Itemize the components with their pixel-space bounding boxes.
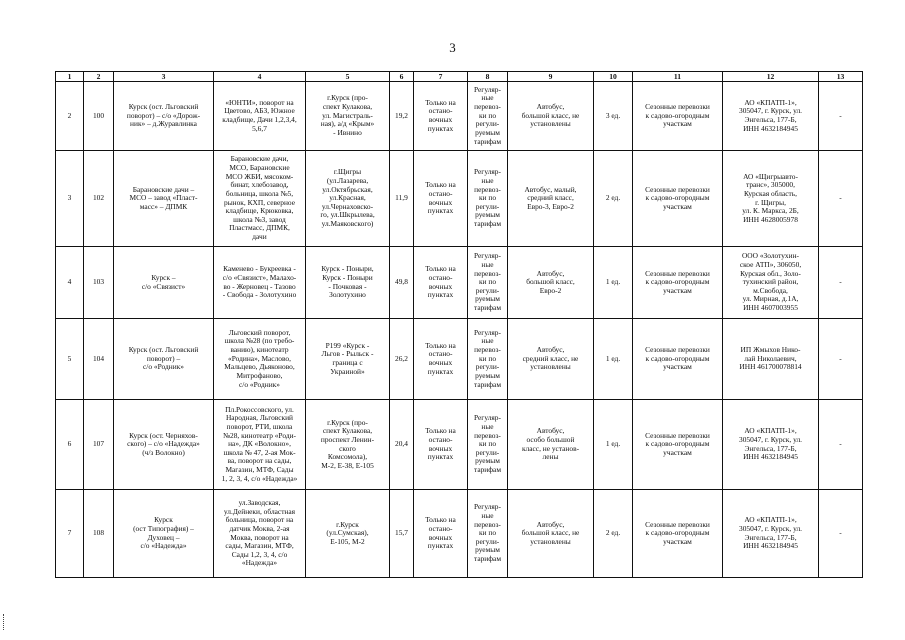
route-number: 104 (84, 319, 114, 400)
header-cell: 9 (508, 72, 594, 82)
row-number: 2 (56, 82, 84, 151)
header-cell: 5 (306, 72, 390, 82)
route-name: Курск (ост. Льговский поворот) – с/о «Родник» (114, 319, 214, 400)
note: - (819, 319, 863, 400)
route-name: Курск – с/о «Связист» (114, 247, 214, 319)
row-number: 6 (56, 400, 84, 490)
route-name: Курск (ост Типография) – Духовец – с/о «Надежда» (114, 490, 214, 578)
vehicle-type: Автобус, средний класс, не установлены (508, 319, 594, 400)
header-cell: 8 (468, 72, 508, 82)
page-number: 3 (449, 40, 456, 55)
row-number: 3 (56, 151, 84, 247)
vehicle-count: 1 ед. (594, 319, 633, 400)
route-number: 103 (84, 247, 114, 319)
header-row (56, 72, 863, 82)
vehicle-type: Автобус, большой класс, не установлены (508, 490, 594, 578)
schedule-type: Сезонные перевозки к садово-огородным участкам (633, 151, 723, 247)
boarding-order: Только на остано- вочных пунктах (414, 400, 468, 490)
routes-table (55, 71, 863, 578)
vehicle-type: Автобус, большой класс, Евро-2 (508, 247, 594, 319)
vehicle-type: Автобус, особо большой класс, не установ- лены (508, 400, 594, 490)
route-name: Барановские дачи – МСО – завод «Пласт- масс» – ДПМК (114, 151, 214, 247)
route-stops: Льговский поворот, школа №28 (по требо- ванию), кинотеатр «Родина», Маслово, Мальцево, Дьяконово, Митрофаново, с/о «Родник» (214, 319, 306, 400)
note: - (819, 490, 863, 578)
route-streets: г.Курск (ул.Сумская), Е-105, М-2 (306, 490, 390, 578)
carrier-info: ИП Жмыхов Нико- лай Николаевич, ИНН 461700078814 (723, 319, 819, 400)
route-stops: Пл.Рокоссовского, ул. Народная, Льговский поворот, РТИ, школа №28, кинотеатр «Роди- на», ДК «Волокно», школа № 47, 2-ая Мок- ва, поворот на сады, Магазин, МТФ, Сады 1, 2, 3, 4, с/о «Надежда» (214, 400, 306, 490)
route-length: 15,7 (390, 490, 414, 578)
tariff-type: Регуляр- ные перевоз- ки по регули- руемым тарифам (468, 82, 508, 151)
note: - (819, 400, 863, 490)
note: - (819, 151, 863, 247)
boarding-order: Только на остано- вочных пунктах (414, 319, 468, 400)
header-cell: 1 (56, 72, 84, 82)
header-cell: 6 (390, 72, 414, 82)
route-length: 19,2 (390, 82, 414, 151)
carrier-info: АО «КПАТП-1», 305047, г. Курск, ул. Энгельса, 177-Б, ИНН 4632184945 (723, 490, 819, 578)
route-name: Курск (ост. Черняхов- ского) – с/о «Надежда» (ч/з Волокно) (114, 400, 214, 490)
tariff-type: Регуляр- ные перевоз- ки по регули- руемым тарифам (468, 400, 508, 490)
route-stops: ул.Заводская, ул.Дейнеки, областная больница, поворот на датчик Моква, 2-ая Моква, поворот на сады, Магазин, МТФ, Сады 1,2, 3, 4, с/о «Надежда» (214, 490, 306, 578)
header-cell: 10 (594, 72, 633, 82)
table-row (56, 151, 863, 247)
row-number: 5 (56, 319, 84, 400)
carrier-info: АО «КПАТП-1», 305047, г. Курск, ул. Энгельса, 177-Б, ИНН 4632184945 (723, 82, 819, 151)
vehicle-count: 3 ед. (594, 82, 633, 151)
header-cell: 7 (414, 72, 468, 82)
schedule-type: Сезонные перевозки к садово-огородным участкам (633, 400, 723, 490)
note: - (819, 247, 863, 319)
header-cell: 13 (819, 72, 863, 82)
route-streets: г.Щигры (ул.Лазарева, ул.Октябрьская, ул.Красная, ул.Чернаховско- го, ул.Шкрылева, ул.Маяковского) (306, 151, 390, 247)
vehicle-type: Автобус, большой класс, не установлены (508, 82, 594, 151)
note: - (819, 82, 863, 151)
header-cell: 3 (114, 72, 214, 82)
table-row (56, 490, 863, 578)
vehicle-count: 1 ед. (594, 247, 633, 319)
scan-edge-mark (3, 614, 5, 630)
route-length: 26,2 (390, 319, 414, 400)
header-cell: 11 (633, 72, 723, 82)
header-cell: 12 (723, 72, 819, 82)
schedule-type: Сезонные перевозки к садово-огородным участкам (633, 490, 723, 578)
boarding-order: Только на остано- вочных пунктах (414, 82, 468, 151)
route-length: 49,8 (390, 247, 414, 319)
route-streets: Р199 «Курск - Льгов - Рыльск - граница с Украиной» (306, 319, 390, 400)
schedule-type: Сезонные перевозки к садово-огородным участкам (633, 319, 723, 400)
boarding-order: Только на остано- вочных пунктах (414, 247, 468, 319)
carrier-info: АО «Щигрыавто- транс», 305000, Курская область, г. Щигры, ул. К. Маркса, 2Б, ИНН 4628005978 (723, 151, 819, 247)
route-number: 107 (84, 400, 114, 490)
header-cell: 4 (214, 72, 306, 82)
route-streets: г.Курск (про- спект Кулакова, ул. Магистраль- ная), а/д «Крым» - Ивнино (306, 82, 390, 151)
header-cell: 2 (84, 72, 114, 82)
route-stops: «ЮНТИ», поворот на Цветово, АБЗ, Южное кладбище, Дачи 1,2,3,4, 5,6,7 (214, 82, 306, 151)
route-length: 11,9 (390, 151, 414, 247)
row-number: 7 (56, 490, 84, 578)
tariff-type: Регуляр- ные перевоз- ки по регули- руемым тарифам (468, 247, 508, 319)
tariff-type: Регуляр- ные перевоз- ки по регули- руемым тарифам (468, 151, 508, 247)
route-streets: г.Курск (про- спект Кулакова, проспект Ленин- ского Комсомола), М-2, Е-38, Е-105 (306, 400, 390, 490)
tariff-type: Регуляр- ные перевоз- ки по регули- руемым тарифам (468, 490, 508, 578)
boarding-order: Только на остано- вочных пунктах (414, 151, 468, 247)
route-number: 108 (84, 490, 114, 578)
table-row (56, 82, 863, 151)
vehicle-type: Автобус, малый, средний класс, Евро-3, Евро-2 (508, 151, 594, 247)
route-stops: Каменево - Букреевка - с/о «Связист», Малахо- во - Жерновец - Тазово - Свобода - Золотухино (214, 247, 306, 319)
row-number: 4 (56, 247, 84, 319)
boarding-order: Только на остано- вочных пунктах (414, 490, 468, 578)
table-row (56, 319, 863, 400)
carrier-info: АО «КПАТП-1», 305047, г. Курск, ул. Энгельса, 177-Б, ИНН 4632184945 (723, 400, 819, 490)
tariff-type: Регуляр- ные перевоз- ки по регули- руемым тарифам (468, 319, 508, 400)
schedule-type: Сезонные перевозки к садово-огородным участкам (633, 247, 723, 319)
schedule-type: Сезонные перевозки к садово-огородным участкам (633, 82, 723, 151)
route-number: 100 (84, 82, 114, 151)
table-row (56, 400, 863, 490)
route-streets: Курск - Поныри, Курск - Поныри - Почковая - Золотухино (306, 247, 390, 319)
route-length: 20,4 (390, 400, 414, 490)
vehicle-count: 2 ед. (594, 151, 633, 247)
route-stops: Барановские дачи, МСО, Барановские МСО ЖБИ, мясоком- бинат, хлебозавод, больница, школа №5, рынок, КХП, северное кладбище, Крюковка, школа №3, завод Пластмасс, ДПМК, дачи (214, 151, 306, 247)
table-row (56, 247, 863, 319)
route-name: Курск (ост. Льговский поворот) – с/о «Дорож- ник» – д.Журавлинка (114, 82, 214, 151)
carrier-info: ООО «Золотухин- ское АТП», 306050, Курская обл., Золо- тухинский район, м.Свобода, ул. Мирная, д.1А, ИНН 4607003955 (723, 247, 819, 319)
vehicle-count: 1 ед. (594, 400, 633, 490)
vehicle-count: 2 ед. (594, 490, 633, 578)
route-number: 102 (84, 151, 114, 247)
